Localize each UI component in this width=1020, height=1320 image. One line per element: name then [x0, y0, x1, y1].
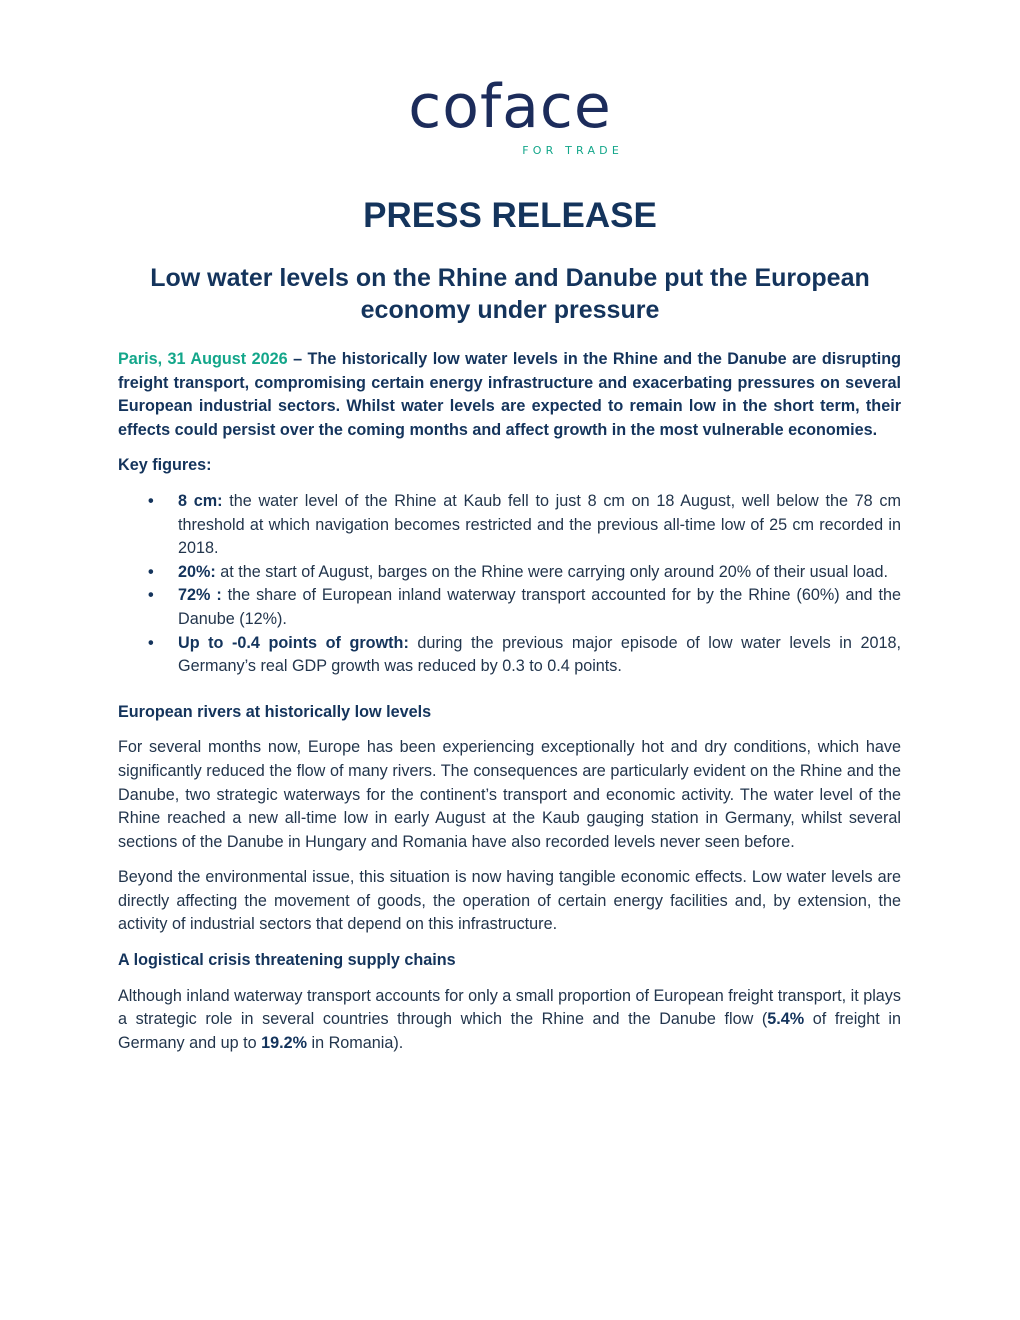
- dateline: Paris, 31 August 2026: [118, 350, 288, 368]
- logo-wordmark: coface: [408, 72, 612, 142]
- coface-logo: [0, 72, 1020, 157]
- figure-label: 72% :: [178, 586, 222, 605]
- headline: Low water levels on the Rhine and Danube put the European economy under pressure: [150, 264, 870, 324]
- paragraph: [118, 985, 901, 1056]
- body-content: [118, 348, 901, 1055]
- figure-text: at the start of August, barges on the Rhine were carrying only around 20% of their usual load.: [215, 562, 888, 581]
- list-item: [178, 584, 901, 631]
- paragraph: Beyond the environmental issue, this situation is now having tangible economic effects. Low water levels are directly affecting the movement of goods, the operation of certain energy facilities and, by extension, the activity of industrial sectors that depend on this infrastructure.: [118, 868, 901, 934]
- stat-value: 5.4%: [767, 1010, 805, 1029]
- paragraph: For several months now, Europe has been experiencing exceptionally hot and dry conditions, which have significantly reduced the flow of many rivers. The consequences are particularly evident on the Rhine and the Danube, two strategic waterways for the continent’s transport and economic activity. The water level of the Rhine reached a new all-time low in early August at the Kaub gauging station in Germany, whilst several sections of the Danube in Hungary and Romania have also recorded levels never seen before.: [118, 738, 901, 851]
- paragraph-text: of freight in Germany and up to: [118, 1010, 901, 1052]
- intro-paragraph: [118, 348, 901, 442]
- figure-label: Up to -0.4 points of growth:: [178, 633, 409, 652]
- paragraph-text: in Romania).: [306, 1033, 404, 1052]
- list-item: [178, 561, 901, 585]
- paragraph-text: Although inland waterway transport accounts for only a small proportion of European freight transport, it plays a strategic role in several countries through which the Rhine and the Danube flow (: [118, 986, 901, 1029]
- logo-tagline: FOR TRADE: [522, 144, 623, 157]
- figure-text: during the previous major episode of low water levels in 2018, Germany’s real GDP growth was reduced by 0.3 to 0.4 points.: [178, 633, 901, 676]
- figure-label: 20%:: [178, 562, 216, 581]
- list-item: [178, 490, 901, 561]
- page-title: PRESS RELEASE: [363, 196, 657, 235]
- figure-text: the water level of the Rhine at Kaub fell to just 8 cm on 18 August, well below the 78 cm threshold at which navigation becomes restricted and the previous all-time low of 25 cm recorded in 2018.: [178, 491, 901, 558]
- figure-label: 8 cm:: [178, 491, 223, 510]
- section-heading: A logistical crisis threatening supply chains: [118, 951, 456, 970]
- key-figures-heading: Key figures:: [118, 456, 212, 475]
- key-figures-list: [118, 490, 901, 679]
- list-item: [178, 632, 901, 679]
- figure-text: the share of European inland waterway transport accounted for by the Rhine (60%) and the Danube (12%).: [178, 586, 901, 628]
- stat-value: 19.2%: [261, 1033, 307, 1052]
- intro-text: – The historically low water levels in the Rhine and the Danube are disrupting freight transport, compromising certain energy infrastructure and exacerbating pressures on several European industrial sectors. Whilst water levels are expected to remain low in the short term, their effects could persist over the coming months and affect growth in the most vulnerable economies.: [118, 350, 901, 439]
- section-heading: European rivers at historically low levels: [118, 702, 432, 721]
